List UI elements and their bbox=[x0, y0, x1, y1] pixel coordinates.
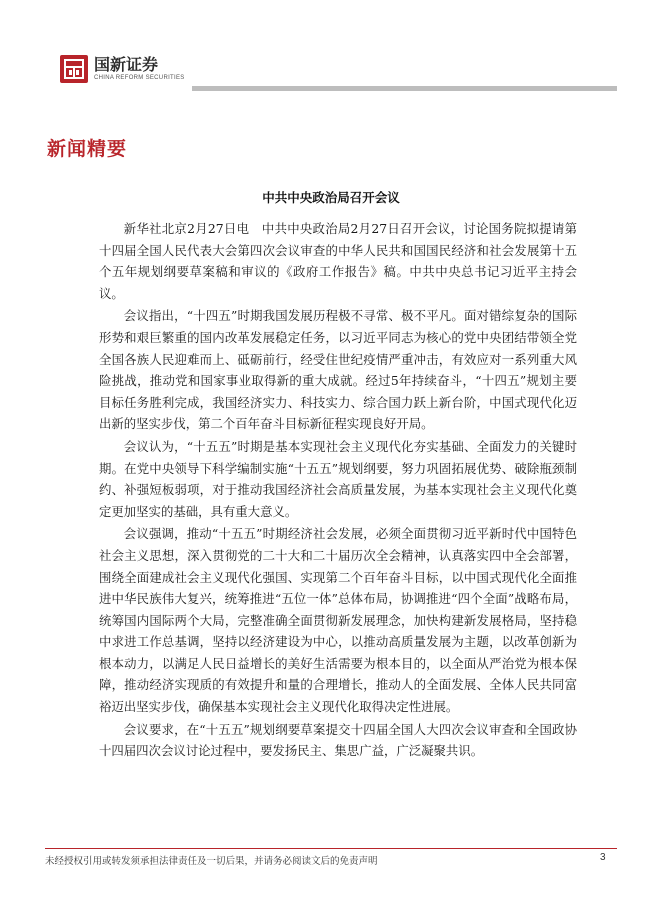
article-paragraph-5: 会议要求，在“十五五”规划纲要草案提交十四届全国人大四次会议审查和全国政协十四届四次会议讨论过程中，要发扬民主、集思广益，广泛凝聚共识。 bbox=[99, 721, 577, 759]
logo-emblem-icon bbox=[60, 55, 88, 83]
section-title: 新闻精要 bbox=[47, 138, 128, 160]
logo-english-name: CHINA REFORM SECURITIES bbox=[94, 75, 185, 81]
article-paragraph-4: 会议强调，推动“十五五”时期经济社会发展，必须全面贯彻习近平新时代中国特色社会主义思想，深入贯彻党的二十大和二十届历次全会精神，认真落实四中全会部署，围绕全面建成社会主义现代化强国、实现第二个百年奋斗目标，以中国式现代化全面推进中华民族伟大复兴，统筹推进“五位一体”总体布局，协调推进“四个全面”战略布局，统筹国内国际两个大局，完整准确全面贯彻新发展理念，加快构建新发展格局，坚持稳中求进工作总基调，坚持以经济建设为中心，以推动高质量发展为主题，以改革创新为根本动力，以满足人民日益增长的美好生活需要为根本目的，以全面从严治党为根本保障，推动经济实现质的有效提升和量的合理增长，推动人的全面发展、全体人民共同富裕迈出坚实步伐，确保基本实现社会主义现代化取得决定性进展。 bbox=[99, 526, 577, 715]
article-paragraph-1: 新华社北京2月27日电 中共中央政治局2月27日召开会议，讨论国务院拟提请第十四届全国人民代表大会第四次会议审查的中华人民共和国国民经济和社会发展第十五个五年规划纲要草案稿和审议的《政府工作报告》稿。中共中央总书记习近平主持会议。 bbox=[99, 221, 577, 301]
article-title: 中共中央政治局召开会议 bbox=[262, 190, 400, 205]
article-body bbox=[99, 218, 577, 763]
header-divider-bar bbox=[192, 86, 617, 91]
logo-chinese-name: 国新证券 bbox=[94, 55, 159, 74]
article-paragraph-2: 会议指出，“十四五”时期我国发展历程极不寻常、极不平凡。面对错综复杂的国际形势和艰巨繁重的国内改革发展稳定任务，以习近平同志为核心的党中央团结带领全党全国各族人民迎难而上、砥砺前行，经受住世纪疫情严重冲击，有效应对一系列重大风险挑战，推动党和国家事业取得新的重大成就。经过5年持续奋斗，“十四五”规划主要目标任务胜利完成，我国经济实力、科技实力、综合国力跃上新台阶，中国式现代化迈出新的坚实步伐，第二个百年奋斗目标新征程实现良好开局。 bbox=[99, 308, 577, 432]
article-paragraph-3: 会议认为，“十五五”时期是基本实现社会主义现代化夯实基础、全面发力的关键时期。在党中央领导下科学编制实施“十五五”规划纲要，努力巩固拓展优势、破除瓶颈制约、补强短板弱项，对于推动我国经济社会高质量发展，为基本实现社会主义现代化奠定更加坚实的基础，具有重大意义。 bbox=[99, 438, 577, 519]
page-number: 3 bbox=[600, 852, 606, 863]
company-logo bbox=[60, 52, 185, 86]
footer-disclaimer: 未经授权引用或转发须承担法律责任及一切后果，并请务必阅读文后的免责声明 bbox=[45, 856, 378, 867]
footer-divider bbox=[45, 848, 617, 849]
